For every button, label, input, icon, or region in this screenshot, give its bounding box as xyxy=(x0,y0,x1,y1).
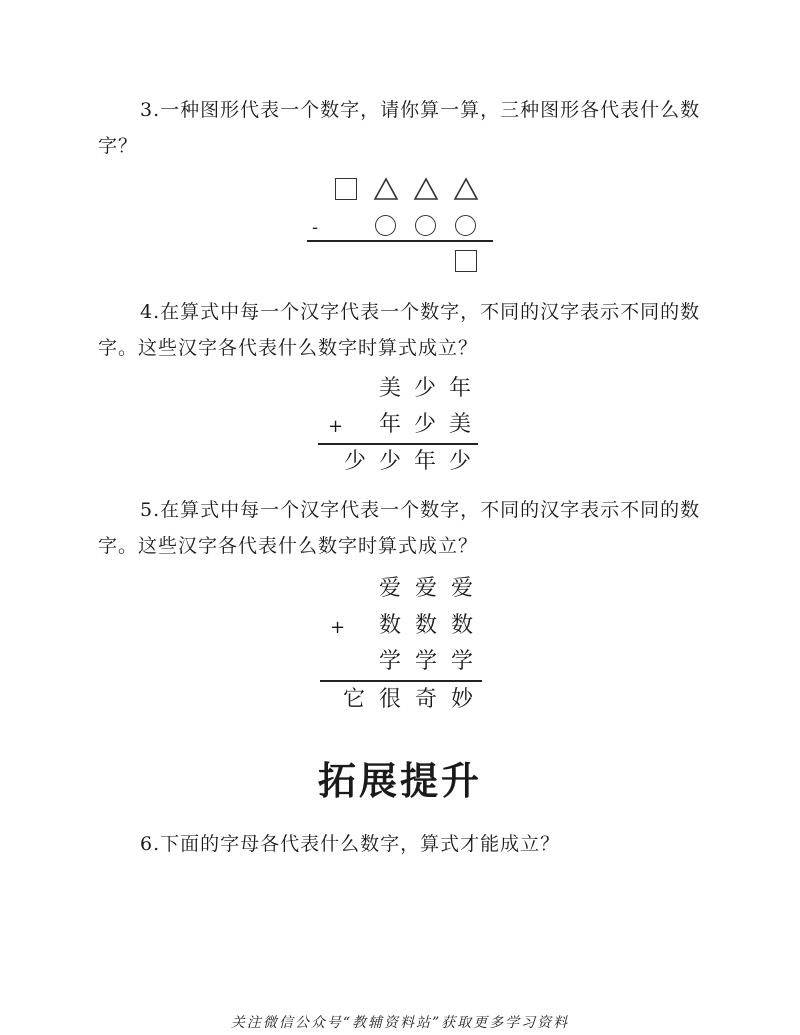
result-line xyxy=(307,240,493,242)
digit-char: 少 xyxy=(378,449,401,474)
digit-char: 年 xyxy=(448,376,471,401)
circle-icon xyxy=(415,215,436,236)
digit-char: 少 xyxy=(413,412,436,437)
result-line xyxy=(318,443,478,445)
section-heading: 拓展提升 xyxy=(317,759,482,803)
square-icon xyxy=(335,178,357,200)
problem-text: 一种图形代表一个数字，请你算一算，三种图形各代表什么数字？ xyxy=(98,99,701,157)
problem-text: 在算式中每一个汉字代表一个数字，不同的汉字表示不同的数字。这些汉字各代表什么数字时算式成立？ xyxy=(98,499,701,557)
triangle-icon xyxy=(373,177,399,201)
digit-char: 学 xyxy=(414,649,437,674)
digit-char: 美 xyxy=(378,376,401,401)
digit-char: 妙 xyxy=(450,687,473,712)
digit-char: 年 xyxy=(413,449,436,474)
problem-3 xyxy=(98,92,708,164)
triangle-icon xyxy=(453,177,479,201)
plus-operator: + xyxy=(328,416,344,437)
digit-char: 学 xyxy=(378,649,401,674)
minus-operator: - xyxy=(312,217,319,238)
footer-note: 关注微信公众号“教辅资料站”获取更多学习资料 xyxy=(230,1015,570,1031)
circle-icon xyxy=(455,215,476,236)
problem-4 xyxy=(98,294,708,366)
problem-text: 下面的字母各代表什么数字，算式才能成立？ xyxy=(160,833,561,855)
problem-number: 6. xyxy=(140,833,161,855)
digit-char: 数 xyxy=(414,613,437,638)
digit-char: 爱 xyxy=(414,576,437,601)
problem-number: 5. xyxy=(140,499,161,521)
problem-6 xyxy=(98,826,708,862)
problem-text: 在算式中每一个汉字代表一个数字，不同的汉字表示不同的数字。这些汉字各代表什么数字时算式成立？ xyxy=(98,301,701,359)
digit-char: 年 xyxy=(378,412,401,437)
digit-char: 少 xyxy=(413,376,436,401)
digit-char: 少 xyxy=(343,449,366,474)
triangle-icon xyxy=(413,177,439,201)
plus-operator: + xyxy=(330,617,346,638)
digit-char: 爱 xyxy=(450,576,473,601)
digit-char: 数 xyxy=(450,613,473,638)
digit-char: 美 xyxy=(448,412,471,437)
result-line xyxy=(320,680,482,682)
digit-char: 爱 xyxy=(378,576,401,601)
circle-icon xyxy=(375,215,396,236)
digit-char: 它 xyxy=(342,687,365,712)
digit-char: 奇 xyxy=(414,687,437,712)
problem-5 xyxy=(98,492,708,564)
digit-char: 学 xyxy=(450,649,473,674)
digit-char: 很 xyxy=(378,687,401,712)
digit-char: 少 xyxy=(448,449,471,474)
digit-char: 数 xyxy=(378,613,401,638)
square-icon xyxy=(455,250,477,272)
problem-number: 4. xyxy=(140,301,161,323)
problem-number: 3. xyxy=(140,99,161,121)
